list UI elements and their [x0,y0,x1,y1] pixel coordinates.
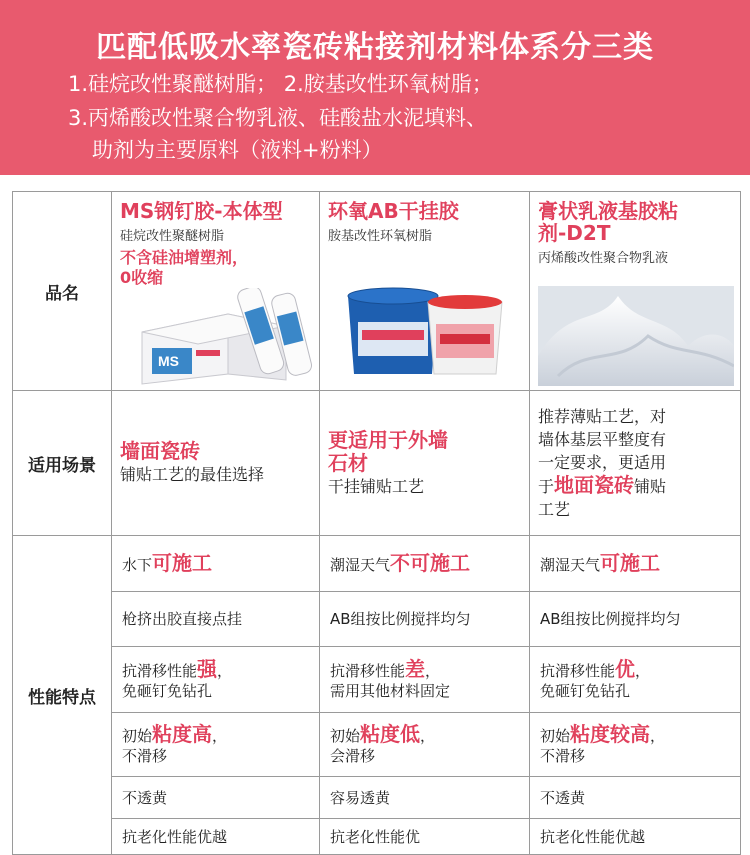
perf-r4-c3-pre: 初始 [540,726,571,745]
perf-r4-c3 [530,713,741,777]
product-d2t-name-2: 剂-D2T [538,221,611,245]
scene-d2t-line-4 [538,474,732,498]
perf-r5-c1: 不透黄 [112,777,320,819]
product-epoxy-name: 环氧AB干挂胶 [328,199,459,223]
perf-r1-c2-pre: 潮湿天气 [330,555,391,574]
perf-r4-c1-post: ， [212,726,228,745]
perf-r6-c1: 抗老化性能优越 [112,819,320,855]
perf-r4-c2-hl: 粘度低 [360,721,421,746]
product-d2t-sub: 丙烯酸改性聚合物乳液 [538,251,669,266]
perf-r1-c3-pre: 潮湿天气 [540,555,601,574]
banner-line-3: 助剂为主要原料（液料+粉料） [92,138,383,162]
product-ms-note-2: 0收缩 [120,268,164,287]
scene-d2t-highlight: 地面瓷砖 [554,473,635,497]
scene-ms-text: 铺贴工艺的最佳选择 [120,465,265,484]
perf-r4-c3-line-2: 不滑移 [540,746,586,765]
perf-r4-c1 [112,713,320,777]
header-banner [0,0,750,175]
perf-r4-c1-pre: 初始 [122,726,153,745]
perf-r3-c2-post: ， [425,661,441,680]
perf-r3-c1-pre: 抗滑移性能 [122,661,198,680]
perf-r3-c3 [530,647,741,713]
perf-r1-c2-hl: 不可施工 [390,550,471,575]
row-head-product: 品名 [13,192,112,391]
product-ms-sub: 硅烷改性聚醚树脂 [120,229,225,244]
perf-r4-c1-line-2: 不滑移 [122,746,168,765]
scene-d2t-line-3: 一定要求，更适用 [538,453,667,472]
svg-text:MS: MS [158,353,179,369]
scene-d2t-line-2: 墙体基层平整度有 [538,430,667,449]
perf-r4-c3-post: ， [650,726,666,745]
perf-r5-c3: 不透黄 [530,777,741,819]
scene-epoxy-highlight-2: 石材 [328,450,368,475]
row-head-scene: 适用场景 [13,391,112,536]
perf-r4-c3-hl: 粘度较高 [570,721,651,746]
scene-epoxy-highlight-1: 更适用于外墙 [328,427,448,452]
perf-r3-c3-line-2: 免砸钉免钻孔 [540,681,631,700]
row-head-performance: 性能特点 [13,536,112,855]
scene-d2t-line-1: 推荐薄贴工艺，对 [538,407,667,426]
scene-d2t-line-5: 工艺 [538,500,571,519]
perf-r3-c1 [112,647,320,713]
perf-row-4 [13,713,741,777]
comparison-table [12,191,741,855]
product-row [13,192,741,391]
product-d2t [530,192,741,391]
scene-epoxy [320,391,530,536]
scene-d2t [530,391,741,536]
perf-r1-c1-pre: 水下 [122,555,153,574]
epoxy-bucket-image [342,280,512,380]
perf-r3-c3-hl: 优 [615,656,636,681]
product-epoxy-sub: 胺基改性环氧树脂 [328,229,433,244]
perf-r6-c3: 抗老化性能优越 [530,819,741,855]
perf-r3-c1-post: ， [217,661,233,680]
perf-r1-c3-hl: 可施工 [600,550,661,575]
perf-row-6 [13,819,741,855]
perf-r4-c2-post: ， [420,726,436,745]
scene-ms [112,391,320,536]
perf-row-5 [13,777,741,819]
perf-r3-c2-hl: 差 [405,656,426,681]
banner-line-2: 3.丙烯酸改性聚合物乳液、硅酸盐水泥填料、 [68,106,488,130]
product-ms [112,192,320,391]
scene-epoxy-text: 干挂铺贴工艺 [328,476,425,496]
perf-r2-c1: 枪挤出胶直接点挂 [112,592,320,647]
product-ms-name: MS钢钉胶-本体型 [120,199,283,223]
perf-r3-c2-line-2: 需用其他材料固定 [330,681,451,700]
scene-d2t-pre: 于 [538,477,555,496]
perf-r2-c3: AB组按比例搅拌均匀 [530,592,741,647]
perf-row-2 [13,592,741,647]
perf-r3-c3-post: ， [635,661,651,680]
perf-r1-c2 [320,536,530,592]
perf-r1-c1 [112,536,320,592]
perf-r4-c2-pre: 初始 [330,726,361,745]
product-ms-note-1: 不含硅油增塑剂， [120,248,249,267]
perf-row-1 [13,536,741,592]
perf-r3-c1-hl: 强 [197,656,218,681]
perf-r3-c1-line-2: 免砸钉免钻孔 [122,681,213,700]
perf-r1-c1-hl: 可施工 [152,550,213,575]
perf-r3-c2 [320,647,530,713]
perf-r1-c3 [530,536,741,592]
d2t-paste-image [538,286,734,386]
ms-product-image [136,288,314,386]
product-d2t-name-1: 膏状乳液基胶粘 [538,199,678,223]
perf-r4-c2-line-2: 会滑移 [330,746,376,765]
perf-r4-c2 [320,713,530,777]
perf-r3-c3-pre: 抗滑移性能 [540,661,616,680]
perf-r5-c2: 容易透黄 [320,777,530,819]
perf-r2-c2: AB组按比例搅拌均匀 [320,592,530,647]
scene-d2t-post: 铺贴 [634,477,667,496]
scene-ms-highlight: 墙面瓷砖 [120,439,200,463]
perf-row-3 [13,647,741,713]
banner-line-1: 1.硅烷改性聚醚树脂； 2.胺基改性环氧树脂； [68,72,493,96]
banner-title: 匹配低吸水率瓷砖粘接剂材料体系分三类 [96,30,654,65]
product-epoxy [320,192,530,391]
perf-r3-c2-pre: 抗滑移性能 [330,661,406,680]
perf-r4-c1-hl: 粘度高 [152,721,213,746]
scene-row [13,391,741,536]
perf-r6-c2: 抗老化性能优 [320,819,530,855]
